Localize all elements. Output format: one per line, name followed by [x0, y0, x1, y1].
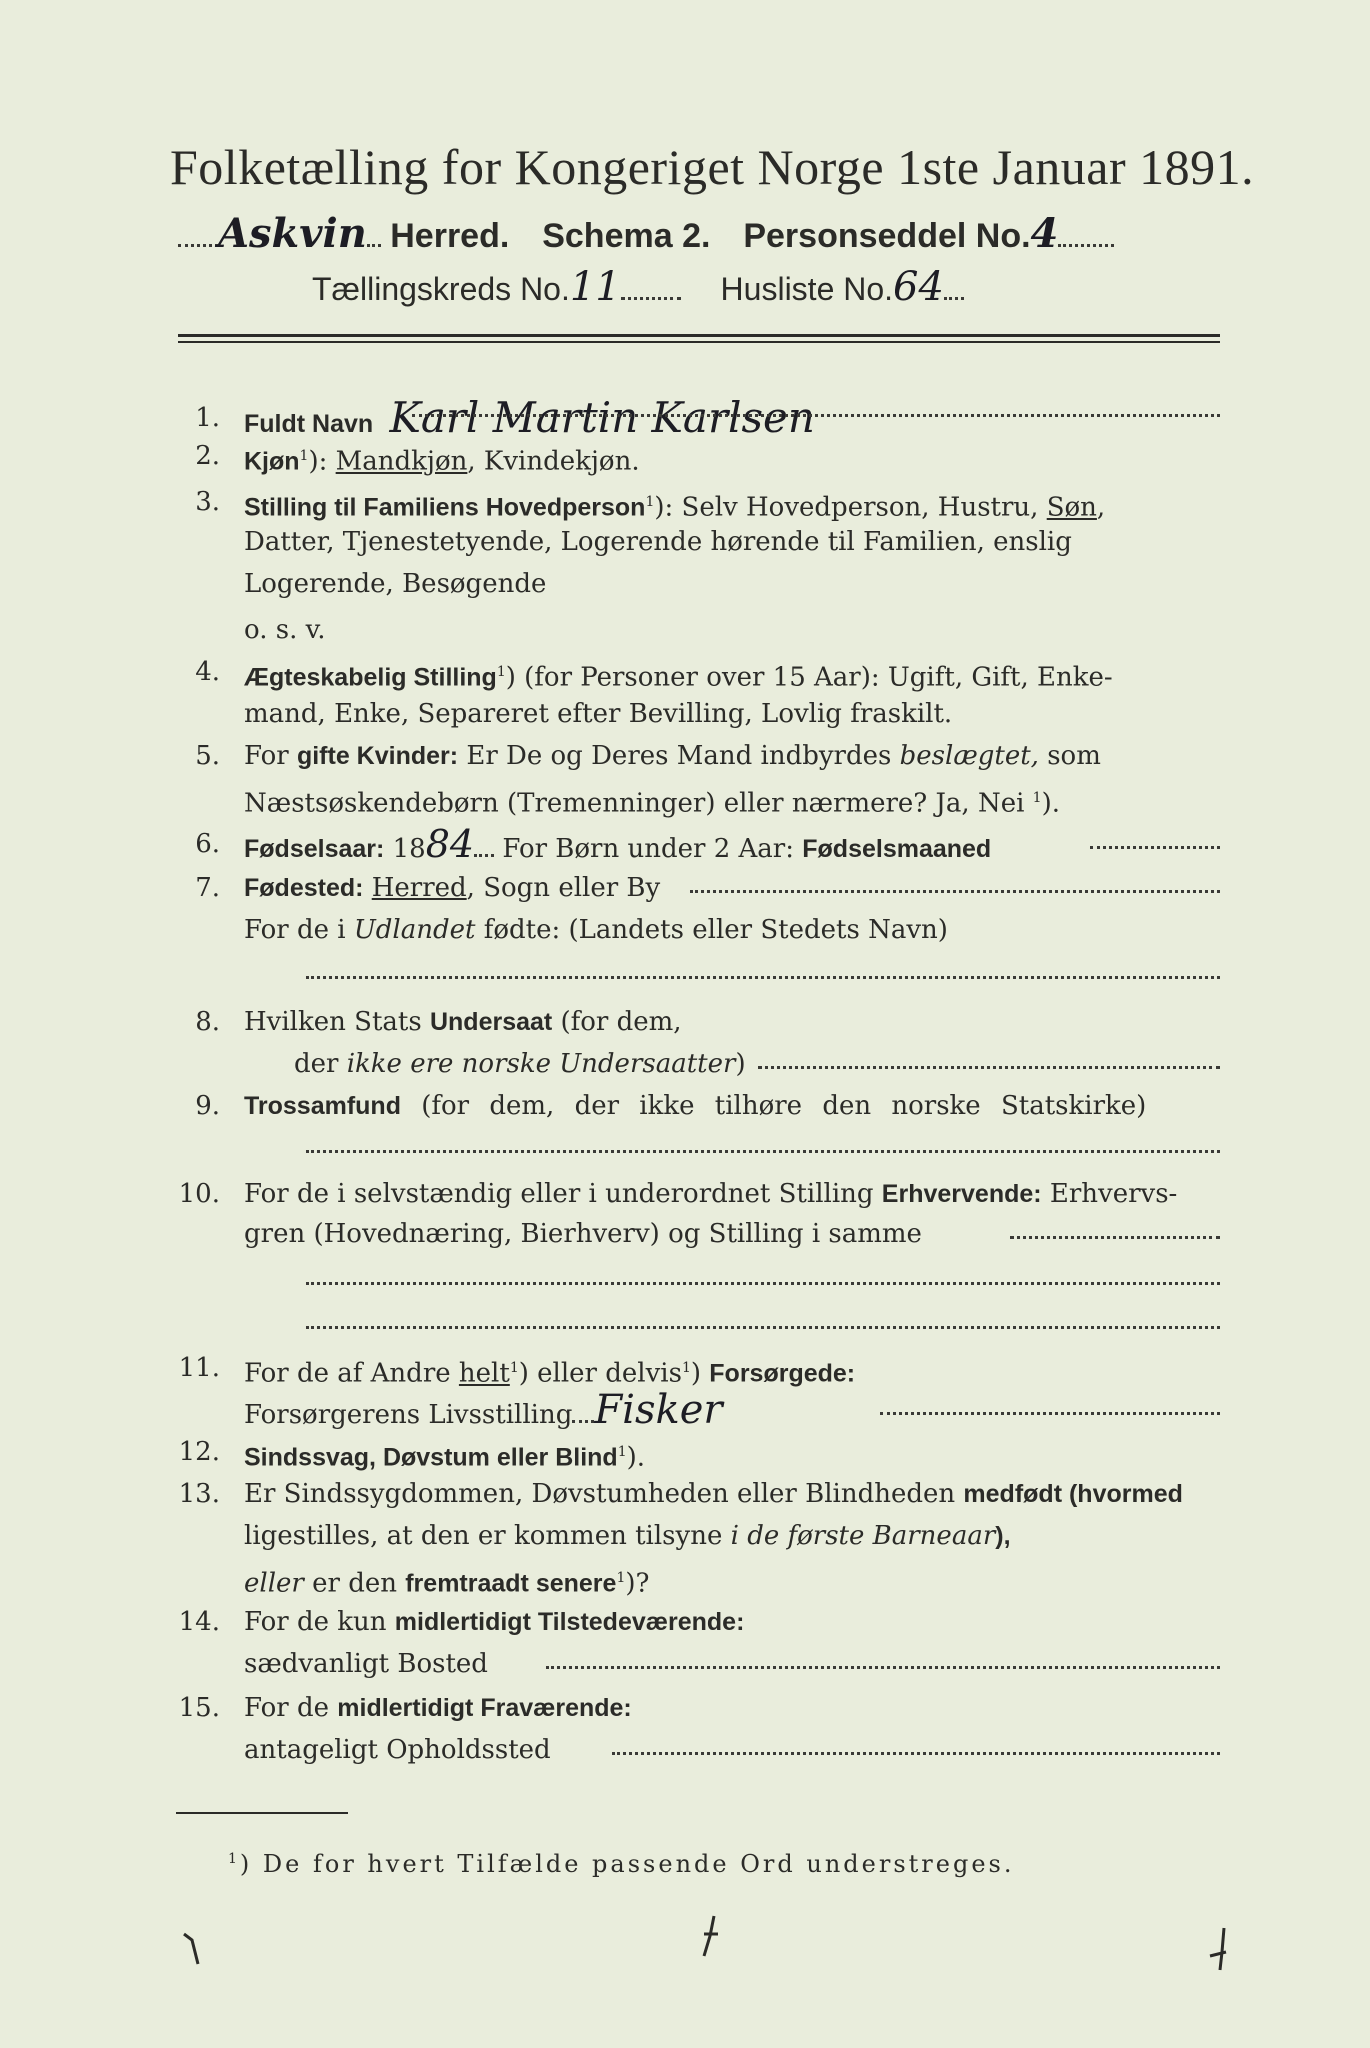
q11-label: Forsørgede:: [709, 1359, 856, 1388]
q10-line-2: gren (Hovednæring, Bierhverv) og Stilling i samme: [244, 1219, 922, 1249]
q7-label: Fødested:: [244, 874, 364, 902]
q5-text-c: som: [1038, 741, 1101, 771]
q8-fill-line: [758, 1066, 1220, 1069]
q14-number: 14.: [178, 1607, 220, 1637]
registration-mark-center-icon: [696, 1912, 726, 1962]
q1-fill-line: [412, 414, 1220, 417]
q12-number: 12.: [178, 1437, 220, 1467]
kreds-value: 11: [569, 264, 621, 310]
q13-line-2: [244, 1516, 1011, 1556]
q7-line-2: [244, 910, 948, 950]
q11-line-2-text: Forsørgerens Livsstilling: [244, 1400, 573, 1430]
q11-text-b: ) eller delvis: [518, 1358, 682, 1389]
q5-number: 5.: [195, 741, 220, 771]
q6-label: Fødselsaar:: [244, 835, 385, 863]
q12-text: ).: [626, 1442, 646, 1473]
q10-text-a: For de i selvstændig eller i underordnet Stilling: [244, 1179, 882, 1209]
herred-label: Herred.: [390, 217, 510, 255]
q4-text: ) (for Personer over 15 Aar): Ugift, Gift, Enke-: [505, 662, 1113, 693]
q2-number: 2.: [195, 441, 220, 471]
q13-line-2-a: ligestilles, at den er kommen tilsyne: [244, 1521, 731, 1551]
q3-option-son: Søn: [1046, 492, 1097, 523]
q6-text: For Børn under 2 Aar:: [494, 834, 803, 864]
q9-fill-line: [306, 1150, 1220, 1153]
q14-label: midlertidigt Tilstedeværende:: [394, 1608, 745, 1636]
form-title: Folketælling for Kongeriget Norge 1ste Januar 1891.: [170, 139, 1255, 195]
q15-label: midlertidigt Fraværende:: [337, 1694, 632, 1722]
q14-line-2: sædvanligt Bosted: [244, 1649, 488, 1679]
q8-text-b: (for dem,: [552, 1007, 682, 1037]
q7-line-2-a: For de i: [244, 915, 354, 945]
header-rule-thin: [178, 341, 1220, 343]
header-rule: [178, 334, 1220, 337]
q6-number: 6.: [195, 829, 220, 859]
husliste-value: 64: [893, 264, 944, 310]
q1-answer: Karl Martin Karlsen: [389, 393, 815, 442]
header-line-kreds: [312, 264, 964, 310]
q7-fill-line: [690, 890, 1220, 893]
q11-text-a: For de af Andre: [244, 1358, 459, 1389]
q4-label: Ægteskabelig Stilling: [244, 663, 497, 692]
q7-text: , Sogn eller By: [466, 873, 661, 903]
q6-answer: 84: [425, 822, 475, 866]
personseddel-label: Personseddel No.: [743, 217, 1031, 255]
q8-line-2-italic: ikke ere norske Undersaatter: [346, 1049, 736, 1079]
q11-answer: Fisker: [594, 1387, 723, 1433]
footnote-marker: 1: [228, 1851, 240, 1867]
footnote-text: ) De for hvert Tilfælde passende Ord understreges.: [239, 1850, 1015, 1878]
q15-text-a: For de: [244, 1693, 338, 1723]
q3-footnote-ref: 1: [645, 494, 655, 510]
q13-line-3-label: fremtraadt senere: [405, 1569, 617, 1598]
q13-line-3-b: )?: [625, 1568, 650, 1599]
personseddel-value: 4: [1030, 210, 1059, 257]
q10-fill-line-3: [306, 1326, 1220, 1329]
schema-label: Schema 2.: [542, 217, 711, 255]
q11-text-c: ): [690, 1358, 710, 1389]
q13-label: medfødt: [963, 1480, 1063, 1508]
q6-prefix: 18: [384, 834, 426, 864]
q2-footnote-ref: 1: [299, 448, 309, 464]
q13-footnote-ref: 1: [616, 1570, 626, 1586]
husliste-label: Husliste No.: [720, 271, 894, 307]
q13-line-2-b: ),: [995, 1522, 1011, 1550]
q8-number: 8.: [195, 1007, 220, 1037]
q5-footnote-ref: 1: [1032, 790, 1042, 806]
q11-number: 11.: [178, 1353, 220, 1383]
q13-line-3-a: er den: [303, 1568, 406, 1599]
q3-number: 3.: [195, 487, 220, 517]
registration-mark-right-icon: [1204, 1924, 1234, 1974]
q11-footnote-ref-2: 1: [681, 1360, 691, 1376]
q5-text-a: For: [244, 741, 297, 771]
q13-line-3-italic: eller: [244, 1568, 304, 1599]
q4-line-2: mand, Enke, Separeret efter Bevilling, Lovlig fraskilt.: [244, 699, 953, 729]
q11-fill-line: [880, 1412, 1220, 1415]
q6-fill-line: [1090, 846, 1220, 849]
q9-number: 9.: [195, 1091, 220, 1121]
q10-fill-line: [1010, 1236, 1220, 1239]
q15-line-2: antageligt Opholdssted: [244, 1735, 551, 1765]
q10-label: Erhvervende:: [881, 1180, 1042, 1208]
q13-line-2-italic: i de første Barneaar: [730, 1521, 996, 1551]
footnote-rule: [176, 1812, 348, 1814]
q5-line-2-text: Næstsøskendebørn (Tremenninger) eller nærmere? Ja, Nei: [244, 788, 1033, 819]
q1-number: 1.: [195, 403, 220, 433]
q7-number: 7.: [195, 873, 220, 903]
header-line-herred: [178, 210, 1228, 260]
q13-number: 13.: [178, 1479, 220, 1509]
q13-line-3: [244, 1558, 649, 1604]
q5-line-2: [244, 778, 1060, 824]
q2-text-rest: , Kvindekjøn.: [467, 446, 640, 477]
q7-fill-line-2: [306, 976, 1220, 979]
q3-text: ): Selv Hovedperson, Hustru,: [654, 492, 1047, 523]
q9-label: Trossamfund: [244, 1092, 401, 1120]
q5-label: gifte Kvinder:: [296, 742, 459, 770]
q8-line-2: [294, 1044, 746, 1084]
registration-mark-left-icon: [180, 1930, 210, 1970]
q7-option-herred: Herred: [371, 873, 467, 903]
kreds-label: Tællingskreds No.: [312, 271, 570, 307]
q3-text-b: ,: [1096, 492, 1106, 523]
q11-footnote-ref: 1: [509, 1360, 519, 1376]
q3-line-4: o. s. v.: [244, 615, 326, 645]
q15-number: 15.: [178, 1693, 220, 1723]
q10-number: 10.: [178, 1179, 220, 1209]
q3-label: Stilling til Familiens Hovedperson: [244, 493, 646, 522]
q2-text: ):: [308, 446, 336, 477]
q14-fill-line: [546, 1666, 1220, 1669]
q15-fill-line: [612, 1752, 1220, 1755]
q4-footnote-ref: 1: [496, 664, 506, 680]
q12-footnote-ref: 1: [617, 1444, 627, 1460]
q1-label: Fuldt Navn: [244, 410, 374, 438]
q14-text-a: For de kun: [244, 1607, 395, 1637]
footnote: [228, 1850, 1014, 1878]
q12-label: Sindssvag, Døvstum eller Blind: [244, 1443, 618, 1472]
q2-option-mandkjon: Mandkjøn: [335, 446, 468, 477]
q4-number: 4.: [195, 657, 220, 687]
q8-line-2-b: ): [735, 1049, 746, 1079]
q3-line-3: Logerende, Besøgende: [244, 569, 547, 599]
q11-option-helt: helt: [458, 1358, 510, 1389]
q7-line-2-italic: Udlandet: [353, 915, 476, 945]
q13-text-a: Er Sindssygdommen, Døvstumheden eller Blindheden: [244, 1479, 964, 1509]
q8-text-a: Hvilken Stats: [244, 1007, 430, 1037]
q6-label-2: Fødselsmaaned: [802, 835, 992, 863]
q8-line-2-a: der: [294, 1049, 347, 1079]
q5-italic: beslægtet,: [899, 741, 1039, 771]
q2-label: Kjøn: [244, 447, 300, 476]
q9-text: (for dem, der ikke tilhøre den norske Statskirke): [400, 1091, 1147, 1121]
q7-line-2-b: fødte: (Landets eller Stedets Navn): [475, 915, 948, 945]
q5-text-b: Er De og Deres Mand indbyrdes: [458, 741, 900, 771]
q5-line-2-end: ).: [1041, 788, 1061, 819]
q8-label: Undersaat: [429, 1008, 553, 1036]
herred-value: Askvin: [218, 210, 367, 257]
q13-label-b: (hvormed: [1062, 1480, 1183, 1508]
q10-text-b: Erhvervs-: [1041, 1179, 1178, 1209]
q10-fill-line-2: [306, 1282, 1220, 1285]
q11-line-2: [244, 1387, 723, 1435]
q3-line-2: Datter, Tjenestetyende, Logerende hørende til Familien, enslig: [244, 527, 1072, 557]
